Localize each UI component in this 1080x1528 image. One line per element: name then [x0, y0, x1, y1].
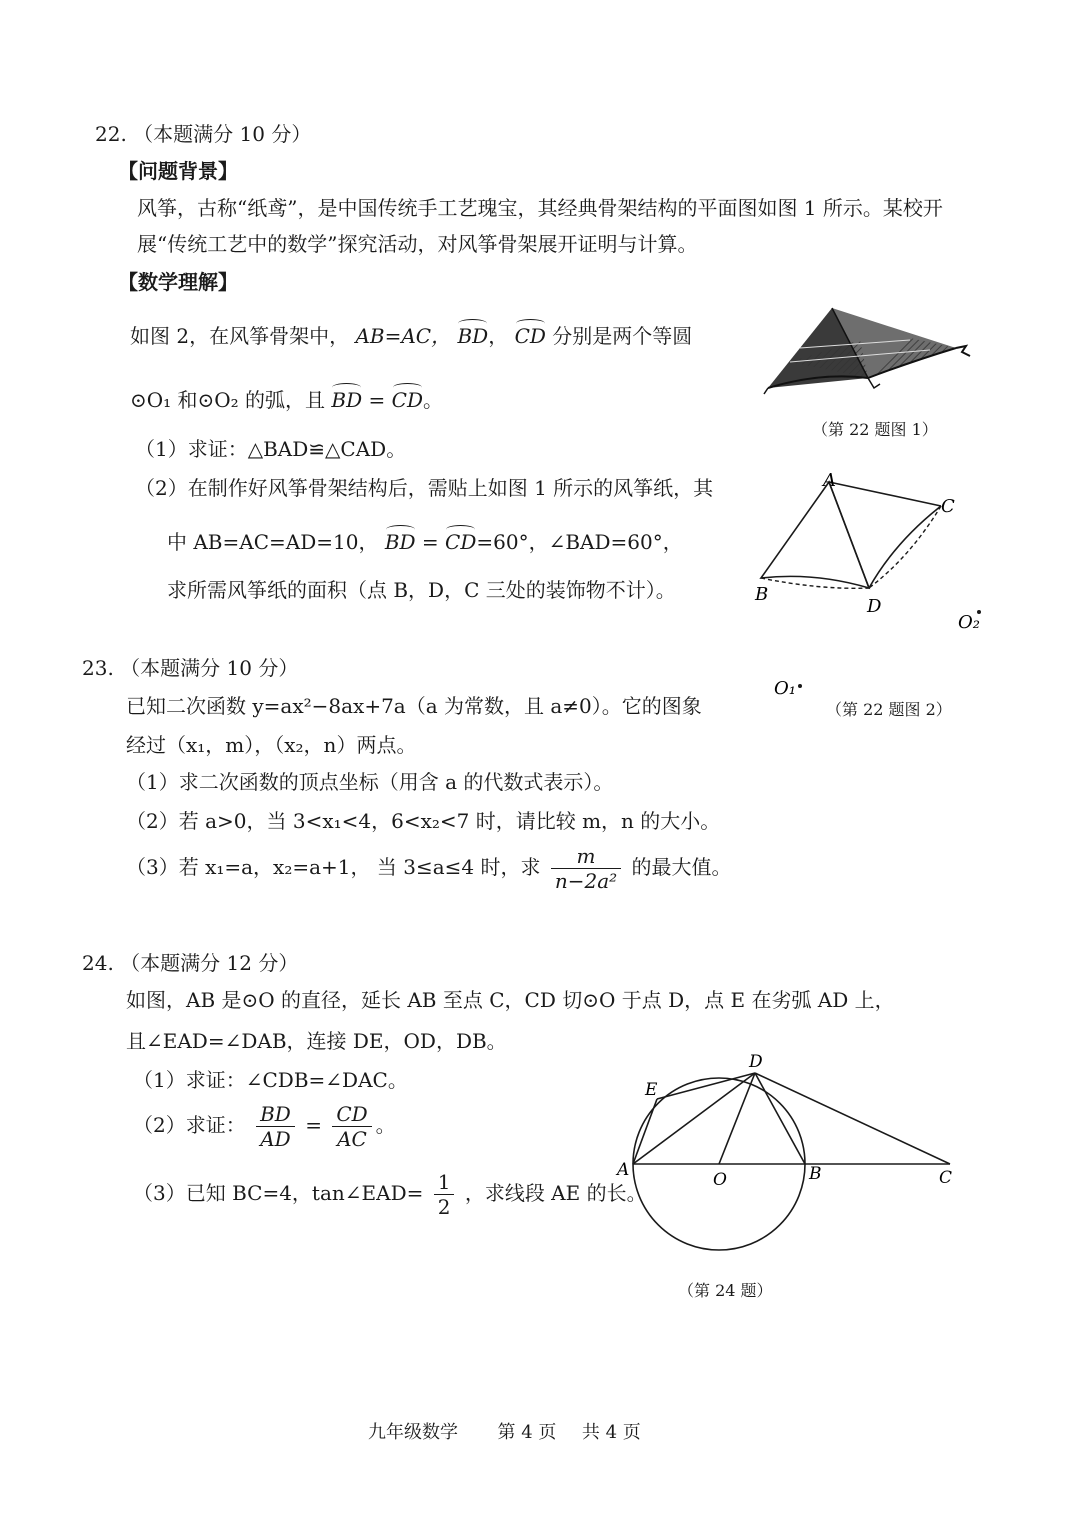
arc-cd: CD: [445, 530, 477, 554]
arc-bd: BD: [457, 324, 489, 348]
q22-background-line-2: 展“传统工艺中的数学”探究活动，对风筝骨架展开证明与计算。: [137, 232, 698, 256]
figure-1-caption: （第 22 题图 1）: [812, 420, 938, 439]
center-o-label: O: [713, 1170, 727, 1190]
point-e-label: E: [645, 1080, 658, 1100]
q24-points: （本题满分 12 分）: [120, 951, 299, 975]
fraction-denominator: 2: [437, 1195, 451, 1219]
q22-circles-text: ⊙O₁ 和⊙O₂ 的弧，且: [130, 388, 326, 412]
point-d-label: D: [867, 596, 882, 617]
fraction-cd-over-ac: [332, 1104, 371, 1149]
fraction-bd-over-ad: [256, 1104, 295, 1149]
fraction-numerator: BD: [256, 1104, 295, 1127]
point-a-label: A: [617, 1160, 630, 1180]
q23-points: （本题满分 10 分）: [120, 656, 299, 680]
arc-cd: CD: [514, 324, 546, 348]
equals-sign: =: [305, 1113, 322, 1137]
fraction-denominator: AD: [260, 1127, 291, 1151]
q24-part-3-text: （3）已知 BC=4，tan∠EAD=: [133, 1181, 424, 1205]
q22-ab-ac: AB=AC，: [355, 324, 452, 348]
figure-24-caption: （第 24 题）: [678, 1281, 773, 1300]
q22-header: [95, 124, 311, 144]
equals-sign: =: [421, 530, 439, 554]
q22-part-2: （2）在制作好风筝骨架结构后，需贴上如图 1 所示的风筝纸，其: [135, 476, 714, 500]
center-o2-label: O₂: [958, 612, 980, 632]
q23-statement-line-1: 已知二次函数 y=ax²−8ax+7a（a 为常数，且 a≠0）。它的图象: [126, 694, 702, 718]
point-c-label: C: [939, 1168, 953, 1188]
q23-statement-line-2: 经过（x₁，m），（x₂，n）两点。: [126, 733, 417, 757]
arc-bd: BD: [331, 388, 363, 412]
footer-subject: 九年级数学: [368, 1422, 458, 1443]
q23-part-2: （2）若 a>0，当 3<x₁<4，6<x₂<7 时，请比较 m，n 的大小。: [126, 809, 721, 833]
q24-part-2: [133, 1104, 396, 1149]
comma: ，: [488, 324, 509, 348]
equals-sign: =: [368, 388, 386, 412]
q24-statement-line-1: 如图，AB 是⊙O 的直径，延长 AB 至点 C，CD 切⊙O 于点 D，点 E 在劣弧 AD 上，: [126, 988, 895, 1012]
figure-2-caption: （第 22 题图 2）: [826, 700, 952, 719]
fraction-numerator: 1: [434, 1172, 455, 1195]
q22-background-line-1: 风筝，古称“纸鸢”，是中国传统手工艺瑰宝，其经典骨架结构的平面图如图 1 所示。某校开: [137, 196, 943, 220]
fraction-denominator: AC: [337, 1127, 367, 1151]
q22-given-lengths: 中 AB=AC=AD=10，: [167, 530, 379, 554]
period: 。: [422, 388, 443, 412]
kite-photo-figure: [760, 300, 980, 410]
q22-background-heading: 【问题背景】: [118, 159, 238, 183]
q24-header: [82, 953, 298, 973]
footer-page-number: 第 4 页: [497, 1422, 557, 1443]
q23-part-3: [126, 846, 732, 891]
period: 。: [375, 1113, 396, 1137]
fraction-one-half: [434, 1172, 455, 1217]
center-o1-marker: [770, 674, 810, 702]
q24-part-3-tail: ，求线段 AE 的长。: [464, 1181, 647, 1205]
page-footer: [368, 1424, 641, 1442]
q22-part-2-given: [167, 532, 683, 552]
q22-math-heading: 【数学理解】: [118, 270, 238, 294]
q24-statement-line-2: 且∠EAD=∠DAB，连接 DE，OD，DB。: [126, 1029, 507, 1053]
q22-part-2-ask: 求所需风筝纸的面积（点 B，D，C 三处的装饰物不计）。: [167, 578, 676, 602]
point-a-label: A: [823, 470, 836, 491]
q24-part-1: （1）求证：∠CDB=∠DAC。: [133, 1068, 408, 1092]
q22-points: （本题满分 10 分）: [133, 122, 312, 146]
q23-number: 23.: [82, 656, 114, 680]
q24-number: 24.: [82, 951, 114, 975]
q22-given-angles: =60°，∠BAD=60°，: [476, 530, 683, 554]
fraction-denominator: n−2a²: [554, 869, 618, 893]
q23-part-3-tail: 的最大值。: [631, 855, 732, 879]
q22-statement-line-2: [130, 390, 443, 410]
q22-part-1: （1）求证：△BAD≌△CAD。: [135, 437, 407, 461]
center-o1-label: O₁: [774, 678, 796, 699]
point-c-label: C: [941, 496, 955, 517]
fraction-numerator: m: [551, 846, 621, 869]
q24-part-2-text: （2）求证：: [133, 1113, 246, 1137]
q22-statement-tail: 分别是两个等圆: [552, 324, 693, 348]
kite-skeleton-diagram: [745, 462, 995, 632]
arc-bd: BD: [384, 530, 416, 554]
arc-cd: CD: [391, 388, 423, 412]
q23-header: [82, 658, 298, 678]
point-b-label: B: [809, 1164, 822, 1184]
q22-statement-line-1: [130, 326, 692, 346]
fraction-m-over-n: [551, 846, 621, 891]
fraction-numerator: CD: [332, 1104, 371, 1127]
point-b-label: B: [755, 584, 769, 605]
q22-number: 22.: [95, 122, 127, 146]
q23-part-1: （1）求二次函数的顶点坐标（用含 a 的代数式表示）。: [126, 770, 614, 794]
footer-total-pages: 共 4 页: [581, 1422, 641, 1443]
q24-part-3: [133, 1172, 647, 1217]
point-d-label: D: [749, 1052, 763, 1072]
q23-part-3-text: （3）若 x₁=a，x₂=a+1， 当 3≤a≤4 时，求: [126, 855, 541, 879]
q22-statement-text: 如图 2，在风筝骨架中，: [130, 324, 350, 348]
circle-tangent-diagram: [605, 1045, 975, 1270]
